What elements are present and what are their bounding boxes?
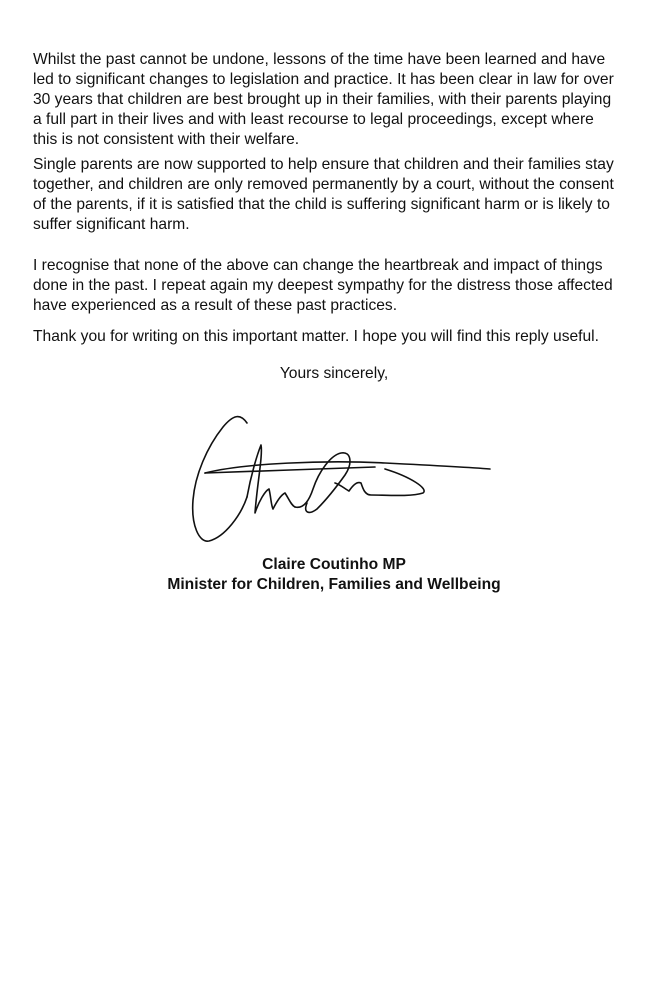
text-line: led to significant changes to legislation and practice. It has been clear in law for over	[33, 70, 614, 88]
text-line: of the parents, if it is satisfied that the child is suffering significant harm or is likely to	[33, 195, 610, 213]
text-line: have experienced as a result of these past practices.	[33, 296, 398, 314]
paragraph-thanks	[33, 327, 633, 347]
signatory-name: Claire Coutinho MP	[262, 556, 406, 573]
handwritten-signature-icon	[185, 405, 495, 550]
text-line: I recognise that none of the above can change the heartbreak and impact of things	[33, 257, 603, 274]
paragraph-sympathy	[33, 256, 633, 316]
text-line: 30 years that children are best brought up in their families, with their parents playing	[33, 90, 612, 108]
paragraph-legislation	[33, 50, 633, 150]
text-line: Single parents are now supported to help ensure that children and their families stay	[33, 156, 614, 173]
signatory-title: Minister for Children, Families and Wellbeing	[167, 576, 501, 593]
paragraph-single-parents	[33, 155, 633, 235]
text-line: suffer significant harm.	[33, 215, 190, 233]
closing-salutation: Yours sincerely,	[279, 365, 389, 382]
text-line: done in the past. I repeat again my deepest sympathy for the distress those affected	[33, 276, 613, 294]
text-line: together, and children are only removed permanently by a court, without the consent	[33, 175, 614, 193]
text-line: a full part in their lives and with least recourse to legal proceedings, except where	[33, 110, 594, 128]
text-line: this is not consistent with their welfare.	[33, 130, 300, 148]
text-line: Whilst the past cannot be undone, lessons of the time have been learned and have	[33, 51, 606, 68]
text-line: Thank you for writing on this important matter. I hope you will find this reply useful.	[33, 328, 599, 345]
